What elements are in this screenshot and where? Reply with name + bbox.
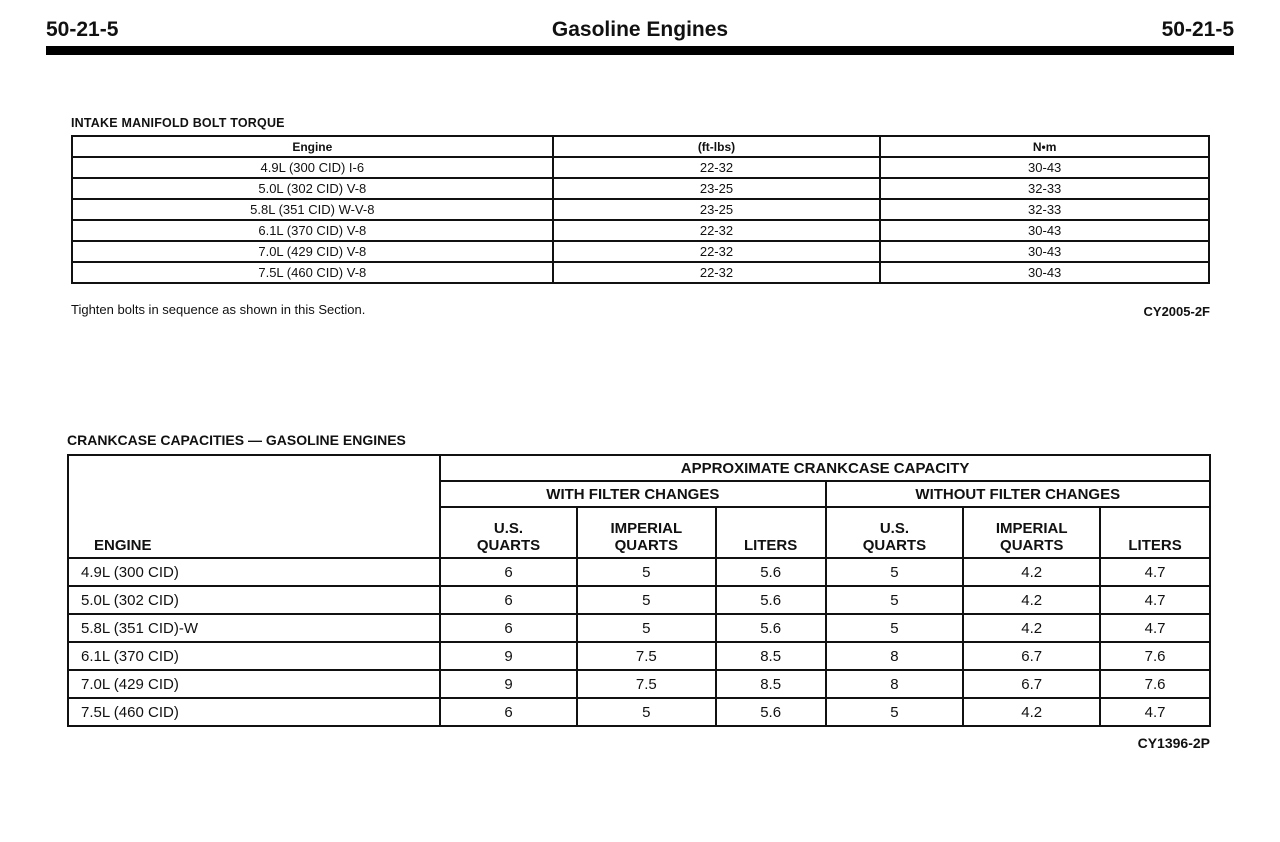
capacity-value-cell: 9 <box>440 670 577 698</box>
capacity-value-cell: 6 <box>440 586 577 614</box>
torque-col-ftlbs: (ft-lbs) <box>553 136 881 157</box>
table-row <box>68 642 1210 670</box>
torque-ftlbs-cell: 23-25 <box>553 178 881 199</box>
table-row <box>68 558 1210 586</box>
page-title: Gasoline Engines <box>551 18 729 41</box>
capacity-engine-cell: 5.8L (351 CID)-W <box>68 614 440 642</box>
torque-ftlbs-cell: 22-32 <box>553 262 881 283</box>
torque-ftlbs-cell: 22-32 <box>553 241 881 262</box>
col-label-line1: IMPERIAL <box>610 520 683 537</box>
table-row <box>72 178 1209 199</box>
torque-engine-cell: 5.0L (302 CID) V-8 <box>72 178 553 199</box>
col-label-line1: U.S. <box>879 520 910 537</box>
torque-ftlbs-cell: 22-32 <box>553 157 881 178</box>
capacity-value-cell: 4.2 <box>963 558 1100 586</box>
capacity-super-header: APPROXIMATE CRANKCASE CAPACITY <box>440 455 1210 481</box>
capacity-col-liters: LITERS <box>1100 507 1210 558</box>
capacity-value-cell: 6 <box>440 558 577 586</box>
capacity-col-us-quarts <box>826 507 964 558</box>
torque-table-title: INTAKE MANIFOLD BOLT TORQUE <box>71 116 285 130</box>
capacity-figure-code: CY1396-2P <box>1137 735 1210 751</box>
capacity-value-cell: 5.6 <box>716 614 826 642</box>
col-label-line2: QUARTS <box>476 537 541 554</box>
torque-nm-cell: 30-43 <box>880 262 1209 283</box>
capacity-value-cell: 4.2 <box>963 614 1100 642</box>
torque-nm-cell: 30-43 <box>880 157 1209 178</box>
torque-nm-cell: 32-33 <box>880 199 1209 220</box>
capacity-value-cell: 5 <box>826 698 964 726</box>
capacity-value-cell: 6.7 <box>963 642 1100 670</box>
table-row <box>68 586 1210 614</box>
capacity-value-cell: 8 <box>826 670 964 698</box>
capacity-super-header-row <box>68 455 1210 481</box>
table-row <box>72 157 1209 178</box>
capacity-engine-cell: 5.0L (302 CID) <box>68 586 440 614</box>
capacity-table <box>67 454 1211 727</box>
col-label-line1: IMPERIAL <box>995 520 1068 537</box>
capacity-value-cell: 7.5 <box>577 670 716 698</box>
capacity-value-cell: 4.7 <box>1100 558 1210 586</box>
torque-engine-cell: 6.1L (370 CID) V-8 <box>72 220 553 241</box>
capacity-value-cell: 5 <box>826 614 964 642</box>
torque-nm-cell: 30-43 <box>880 241 1209 262</box>
capacity-value-cell: 4.7 <box>1100 698 1210 726</box>
capacity-engine-cell: 4.9L (300 CID) <box>68 558 440 586</box>
table-row <box>68 670 1210 698</box>
page-header <box>46 14 1234 44</box>
col-label-line2: QUARTS <box>614 537 678 554</box>
col-label-line2: QUARTS <box>1000 537 1064 554</box>
table-row <box>72 199 1209 220</box>
table-row <box>72 241 1209 262</box>
capacity-col-imperial-quarts <box>577 507 716 558</box>
capacity-value-cell: 5 <box>826 586 964 614</box>
table-row <box>72 262 1209 283</box>
capacity-value-cell: 5 <box>826 558 964 586</box>
torque-table-header-row <box>72 136 1209 157</box>
capacity-col-imperial-quarts <box>963 507 1100 558</box>
header-rule <box>46 46 1234 55</box>
page-number-left: 50-21-5 <box>46 18 119 41</box>
torque-figure-code: CY2005-2F <box>1143 304 1210 319</box>
torque-engine-cell: 5.8L (351 CID) W-V-8 <box>72 199 553 220</box>
torque-engine-cell: 4.9L (300 CID) I-6 <box>72 157 553 178</box>
capacity-value-cell: 4.2 <box>963 586 1100 614</box>
col-label-line2: QUARTS <box>862 537 927 554</box>
torque-engine-cell: 7.0L (429 CID) V-8 <box>72 241 553 262</box>
capacity-table-title: CRANKCASE CAPACITIES — GASOLINE ENGINES <box>67 432 406 448</box>
capacity-value-cell: 5 <box>577 586 716 614</box>
torque-nm-cell: 30-43 <box>880 220 1209 241</box>
capacity-group-with-filter: WITH FILTER CHANGES <box>440 481 825 507</box>
capacity-engine-cell: 7.5L (460 CID) <box>68 698 440 726</box>
page-number-right: 50-21-5 <box>1161 18 1234 41</box>
capacity-value-cell: 4.7 <box>1100 614 1210 642</box>
capacity-value-cell: 6.7 <box>963 670 1100 698</box>
torque-col-engine: Engine <box>72 136 553 157</box>
capacity-value-cell: 5.6 <box>716 586 826 614</box>
capacity-engine-cell: 6.1L (370 CID) <box>68 642 440 670</box>
capacity-value-cell: 5 <box>577 614 716 642</box>
torque-col-nm: N•m <box>880 136 1209 157</box>
capacity-value-cell: 8.5 <box>716 642 826 670</box>
capacity-group-without-filter: WITHOUT FILTER CHANGES <box>826 481 1210 507</box>
torque-engine-cell: 7.5L (460 CID) V-8 <box>72 262 553 283</box>
capacity-value-cell: 4.2 <box>963 698 1100 726</box>
capacity-value-cell: 5 <box>577 698 716 726</box>
capacity-value-cell: 4.7 <box>1100 586 1210 614</box>
torque-ftlbs-cell: 23-25 <box>553 199 881 220</box>
torque-nm-cell: 32-33 <box>880 178 1209 199</box>
torque-table-note: Tighten bolts in sequence as shown in this Section. <box>71 302 366 317</box>
capacity-value-cell: 8.5 <box>716 670 826 698</box>
capacity-value-cell: 7.5 <box>577 642 716 670</box>
capacity-value-cell: 5 <box>577 558 716 586</box>
table-row <box>72 220 1209 241</box>
capacity-value-cell: 5.6 <box>716 558 826 586</box>
capacity-value-cell: 7.6 <box>1100 642 1210 670</box>
capacity-engine-cell: 7.0L (429 CID) <box>68 670 440 698</box>
col-label-line1: U.S. <box>493 520 524 537</box>
table-row <box>68 698 1210 726</box>
capacity-col-engine: ENGINE <box>68 455 440 558</box>
capacity-col-us-quarts <box>440 507 577 558</box>
capacity-value-cell: 6 <box>440 614 577 642</box>
capacity-value-cell: 9 <box>440 642 577 670</box>
capacity-value-cell: 5.6 <box>716 698 826 726</box>
torque-ftlbs-cell: 22-32 <box>553 220 881 241</box>
table-row <box>68 614 1210 642</box>
capacity-value-cell: 6 <box>440 698 577 726</box>
torque-table <box>71 135 1210 284</box>
capacity-value-cell: 7.6 <box>1100 670 1210 698</box>
capacity-col-liters: LITERS <box>716 507 826 558</box>
capacity-value-cell: 8 <box>826 642 964 670</box>
